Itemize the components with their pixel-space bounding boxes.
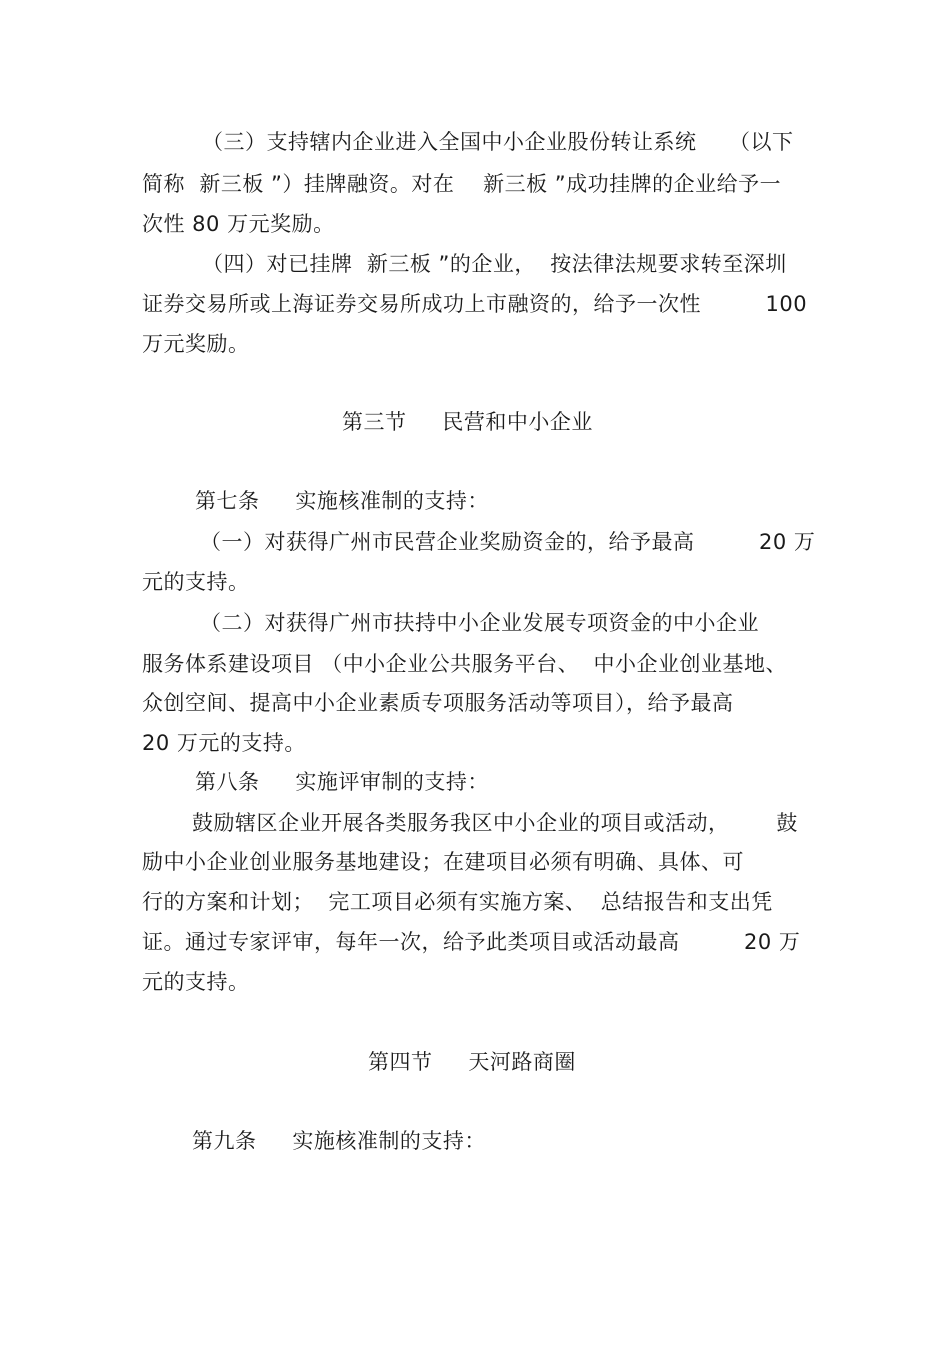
article-7-item-2-line-3: 众创空间、提高中小企业素质专项服务活动等项目），给予最高 bbox=[142, 691, 734, 715]
para-3-line-1: （三）支持辖内企业进入全国中小企业股份转让系统 （以下 bbox=[202, 130, 794, 154]
article-7-item-1-line-2: 元的支持。 bbox=[142, 570, 250, 594]
article-8-line-4: 证。通过专家评审，每年一次，给予此类项目或活动最高 20 万 bbox=[142, 930, 801, 954]
article-8-title: 第八条 实施评审制的支持： bbox=[195, 770, 489, 794]
article-7-item-2-line-2: 服务体系建设项目 （中小企业公共服务平台、 中小企业创业基地、 bbox=[142, 652, 788, 676]
article-8-line-2: 励中小企业创业服务基地建设；在建项目必须有明确、具体、可 bbox=[142, 850, 744, 874]
section-4-heading: 第四节 天河路商圈 bbox=[368, 1050, 576, 1074]
section-3-heading: 第三节 民营和中小企业 bbox=[342, 410, 593, 434]
article-7-item-2-line-1: （二）对获得广州市扶持中小企业发展专项资金的中小企业 bbox=[200, 611, 759, 635]
article-7-title: 第七条 实施核准制的支持： bbox=[195, 489, 489, 513]
para-3-line-3: 次性 80 万元奖励。 bbox=[142, 212, 335, 236]
article-7-item-2-line-4: 20 万元的支持。 bbox=[142, 731, 306, 755]
para-4-line-2: 证券交易所或上海证券交易所成功上市融资的，给予一次性 100 bbox=[142, 292, 808, 316]
article-7-item-1-line-1: （一）对获得广州市民营企业奖励资金的，给予最高 20 万 bbox=[200, 530, 816, 554]
para-4-line-3: 万元奖励。 bbox=[142, 332, 250, 356]
article-8-line-5: 元的支持。 bbox=[142, 970, 250, 994]
para-3-line-2: 简称 新三板 ”）挂牌融资。对在 新三板 ”成功挂牌的企业给予一 bbox=[142, 172, 782, 196]
article-8-line-1: 鼓励辖区企业开展各类服务我区中小企业的项目或活动， 鼓 bbox=[192, 811, 798, 835]
para-4-line-1: （四）对已挂牌 新三板 ”的企业， 按法律法规要求转至深圳 bbox=[202, 252, 787, 276]
article-9-title: 第九条 实施核准制的支持： bbox=[192, 1129, 486, 1153]
article-8-line-3: 行的方案和计划； 完工项目必须有实施方案、 总结报告和支出凭 bbox=[142, 890, 773, 914]
